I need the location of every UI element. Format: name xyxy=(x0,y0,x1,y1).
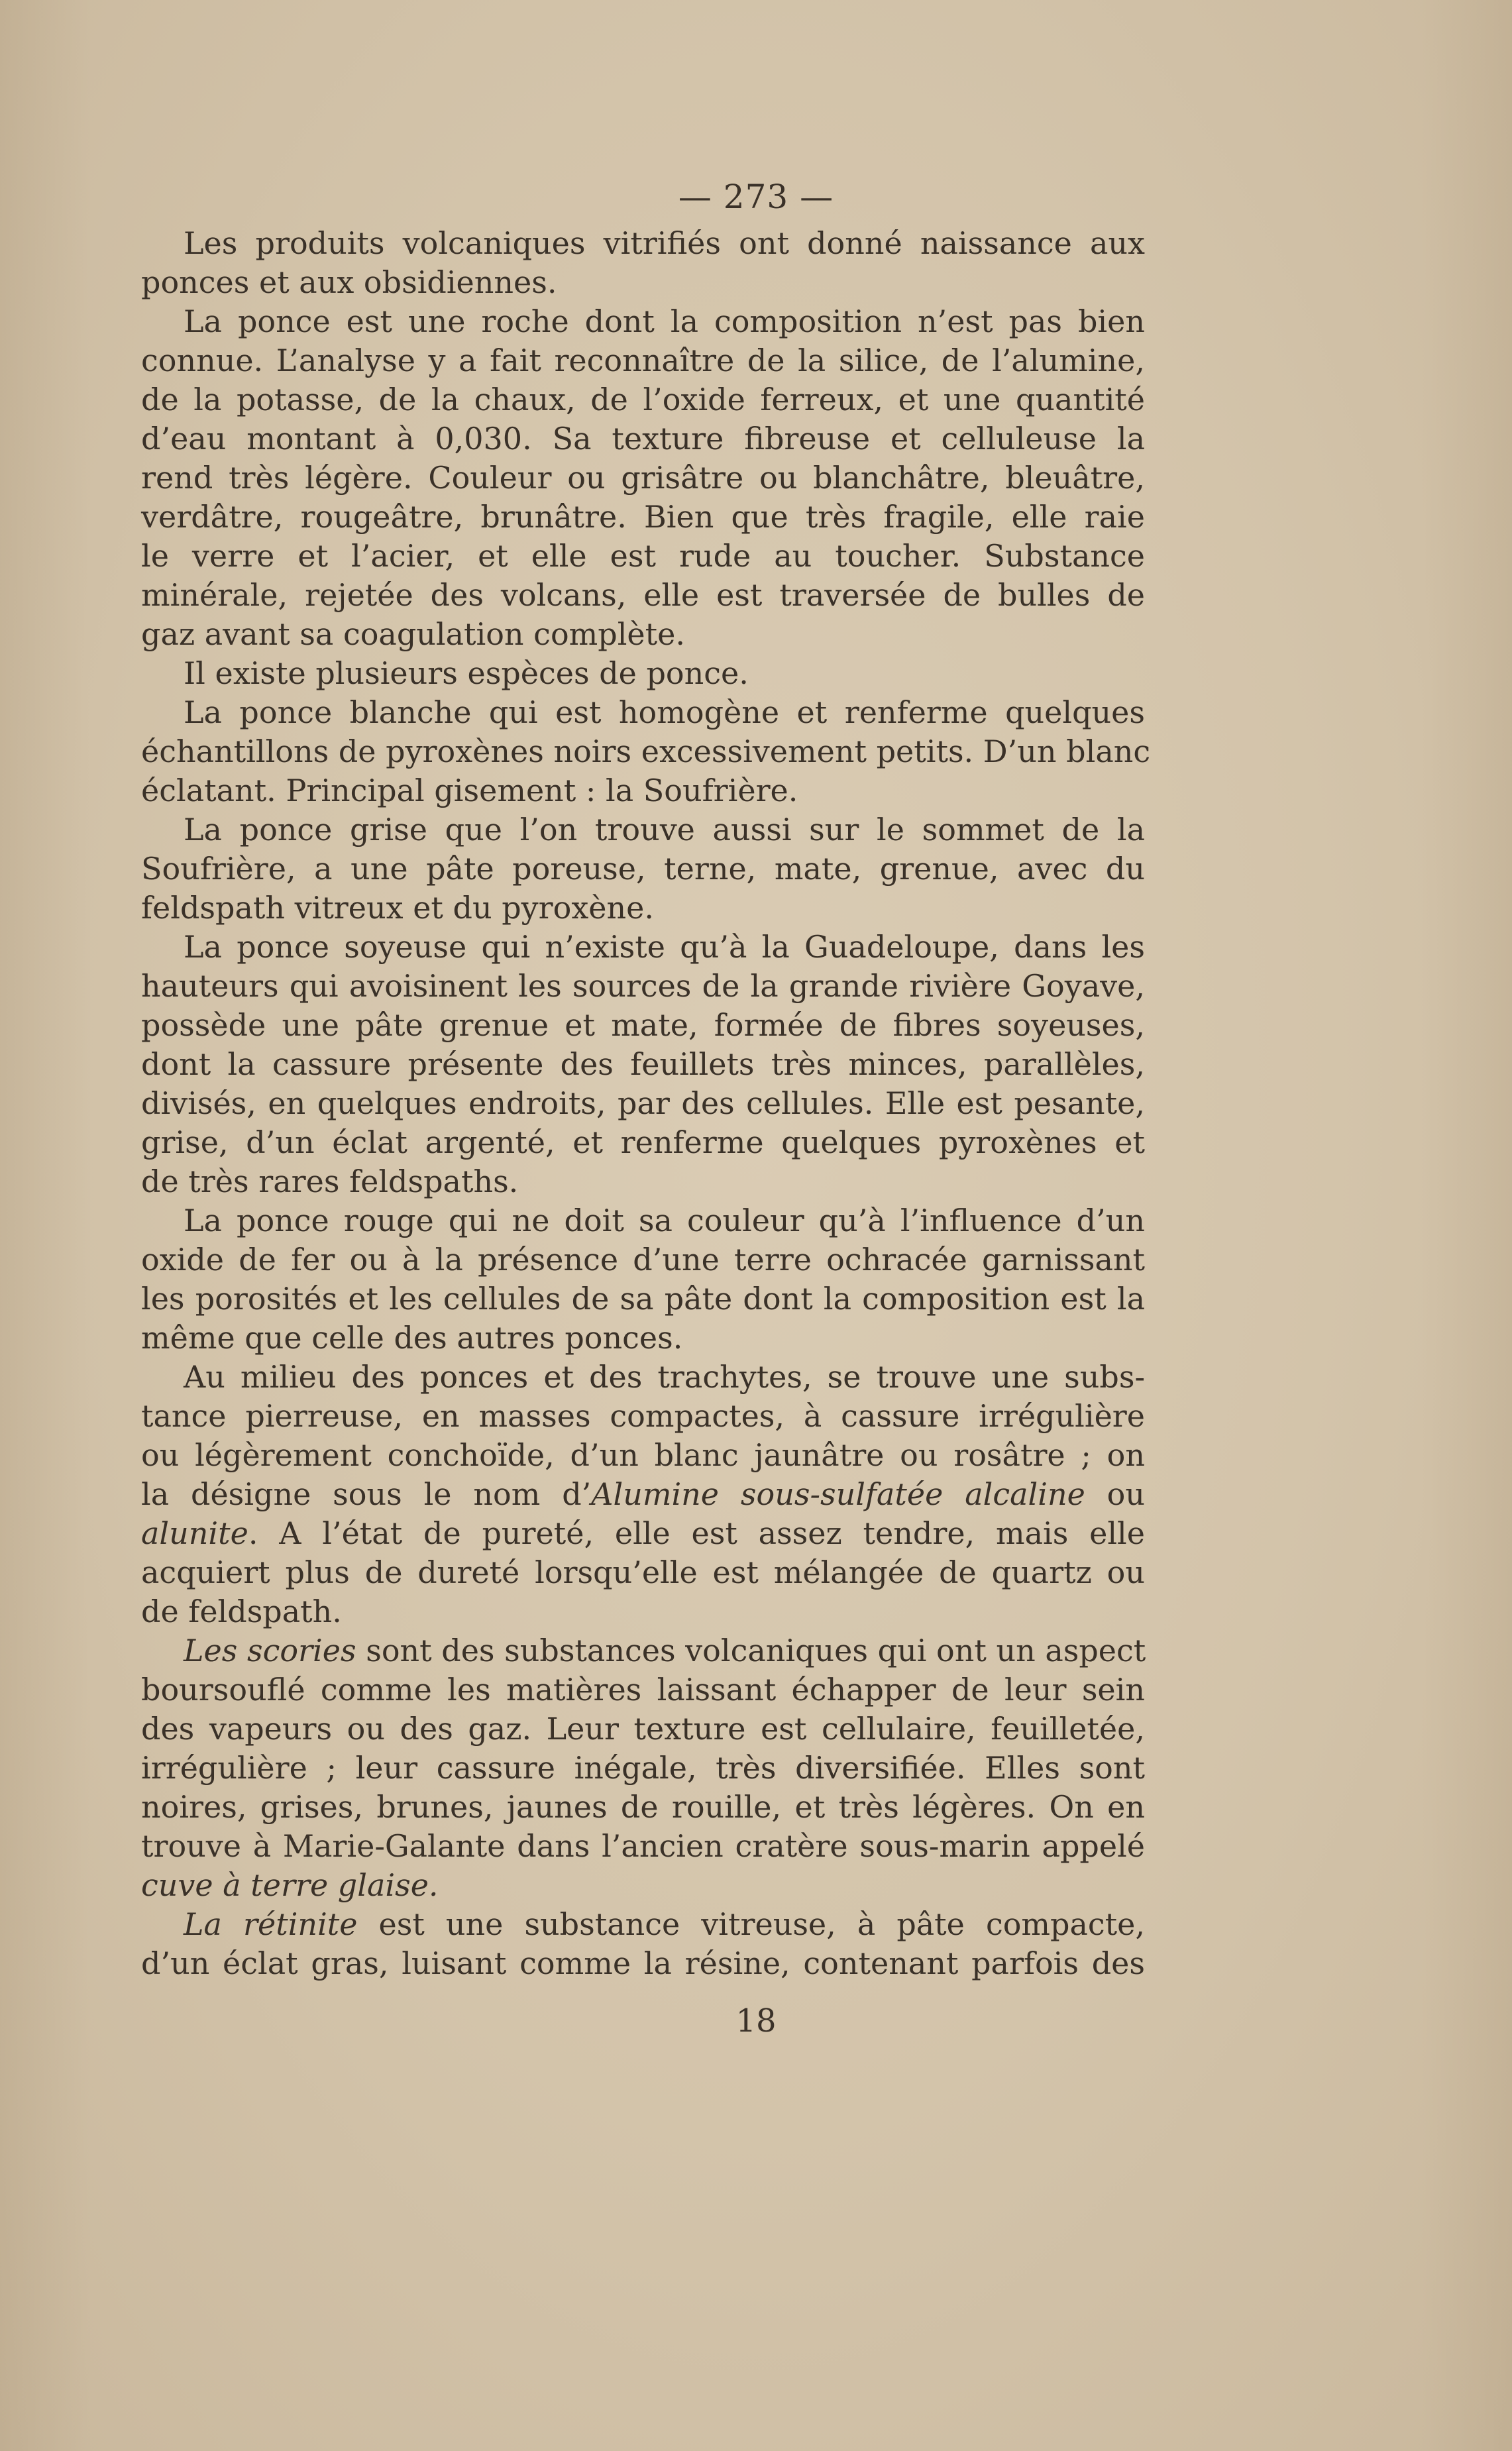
text-line: divisés, en quelques endroits, par des cellules. Elle est pesante, xyxy=(141,1085,1145,1121)
text-line: noires, grises, brunes, jaunes de rouille, et très légères. On en xyxy=(141,1789,1145,1825)
text-line: feldspath vitreux et du pyroxène. xyxy=(141,890,654,926)
text-line: connue. L’analyse y a fait reconnaître de la silice, de l’alumine, xyxy=(141,343,1145,378)
text-line: hauteurs qui avoisinent les sources de la grande rivière Goyave, xyxy=(141,968,1145,1004)
text-line: Il existe plusieurs espèces de ponce. xyxy=(184,655,749,691)
signature-mark: 18 xyxy=(735,2002,777,2040)
text-line: de la potasse, de la chaux, de l’oxide ferreux, et une quantité xyxy=(141,382,1145,417)
text-line: La ponce blanche qui est homogène et renferme quelques xyxy=(184,694,1145,730)
text-line: Soufrière, a une pâte poreuse, terne, mate, grenue, avec du xyxy=(141,851,1145,887)
text-line: possède une pâte grenue et mate, formée de fibres soyeuses, xyxy=(141,1007,1145,1043)
text-line: minérale, rejetée des volcans, elle est traversée de bulles de xyxy=(141,577,1145,613)
text-line: ou légèrement conchoïde, d’un blanc jaunâtre ou rosâtre ; on xyxy=(141,1437,1145,1473)
text-line: de très rares feldspaths. xyxy=(141,1164,519,1199)
text-line: dont la cassure présente des feuillets très minces, parallèles, xyxy=(141,1046,1145,1082)
text-line: trouve à Marie-Galante dans l’ancien cratère sous-marin appelé xyxy=(141,1828,1145,1864)
text-line: La ponce grise que l’on trouve aussi sur le sommet de la xyxy=(184,812,1145,847)
italic-term: Alumine sous-sulfatée alcaline xyxy=(591,1476,1085,1512)
text-line: des vapeurs ou des gaz. Leur texture est cellulaire, feuilletée, xyxy=(141,1711,1145,1747)
text-segment: est une substance vitreuse, à pâte compacte, xyxy=(357,1906,1145,1942)
text-segment: la désigne sous le nom d’ xyxy=(141,1476,592,1512)
text-line xyxy=(141,1866,1145,1905)
text-line: le verre et l’acier, et elle est rude au toucher. Substance xyxy=(141,538,1145,574)
italic-term: Les scories xyxy=(184,1633,356,1668)
text-line: même que celle des autres ponces. xyxy=(141,1320,683,1356)
text-line: oxide de fer ou à la présence d’une terre ochracée garnissant xyxy=(141,1242,1145,1278)
italic-term: cuve à terre glaise. xyxy=(141,1867,439,1903)
text-segment: ou xyxy=(1085,1476,1145,1512)
text-line: verdâtre, rougeâtre, brunâtre. Bien que très fragile, elle raie xyxy=(141,499,1145,535)
text-line: Au milieu des ponces et des trachytes, se trouve une subs- xyxy=(184,1359,1145,1395)
text-line: les porosités et les cellules de sa pâte dont la composition est la xyxy=(141,1281,1145,1317)
text-segment: sont des substances volcaniques qui ont un aspect xyxy=(356,1633,1146,1668)
text-line: ponces et aux obsidiennes. xyxy=(141,264,557,300)
text-line: acquiert plus de dureté lorsqu’elle est mélangée de quartz ou xyxy=(141,1554,1145,1590)
text-line: Les produits volcaniques vitrifiés ont donné naissance aux xyxy=(184,225,1145,261)
text-line: grise, d’un éclat argenté, et renferme quelques pyroxènes et xyxy=(141,1124,1145,1160)
text-line: gaz avant sa coagulation complète. xyxy=(141,616,685,652)
text-line: La ponce rouge qui ne doit sa couleur qu’à l’influence d’un xyxy=(184,1203,1145,1238)
text-line: échantillons de pyroxènes noirs excessivement petits. D’un blanc xyxy=(141,734,1151,769)
text-line: d’eau montant à 0,030. Sa texture fibreuse et celluleuse la xyxy=(141,421,1145,457)
text-line xyxy=(141,1905,1145,1944)
text-line xyxy=(141,1475,1145,1514)
text-segment: . A l’état de pureté, elle est assez tendre, mais elle xyxy=(248,1515,1145,1551)
text-line: d’un éclat gras, luisant comme la résine, contenant parfois des xyxy=(141,1945,1145,1981)
text-line: tance pierreuse, en masses compactes, à cassure irrégulière xyxy=(141,1398,1145,1434)
text-line: rend très légère. Couleur ou grisâtre ou blanchâtre, bleuâtre, xyxy=(141,460,1145,496)
text-line: de feldspath. xyxy=(141,1594,342,1629)
text-line: boursouflé comme les matières laissant échapper de leur sein xyxy=(141,1672,1145,1708)
text-line: éclatant. Principal gisement : la Soufrière. xyxy=(141,773,798,808)
italic-term: La rétinite xyxy=(184,1906,358,1942)
text-line: irrégulière ; leur cassure inégale, très diversifiée. Elles sont xyxy=(141,1750,1145,1786)
italic-term: alunite xyxy=(141,1515,248,1551)
body-text xyxy=(141,224,1151,1983)
text-line xyxy=(141,1631,1145,1670)
page-number: — 273 — xyxy=(678,178,834,216)
text-line: La ponce est une roche dont la composition n’est pas bien xyxy=(184,303,1145,339)
text-line xyxy=(141,1514,1145,1553)
text-line: La ponce soyeuse qui n’existe qu’à la Guadeloupe, dans les xyxy=(184,929,1145,965)
